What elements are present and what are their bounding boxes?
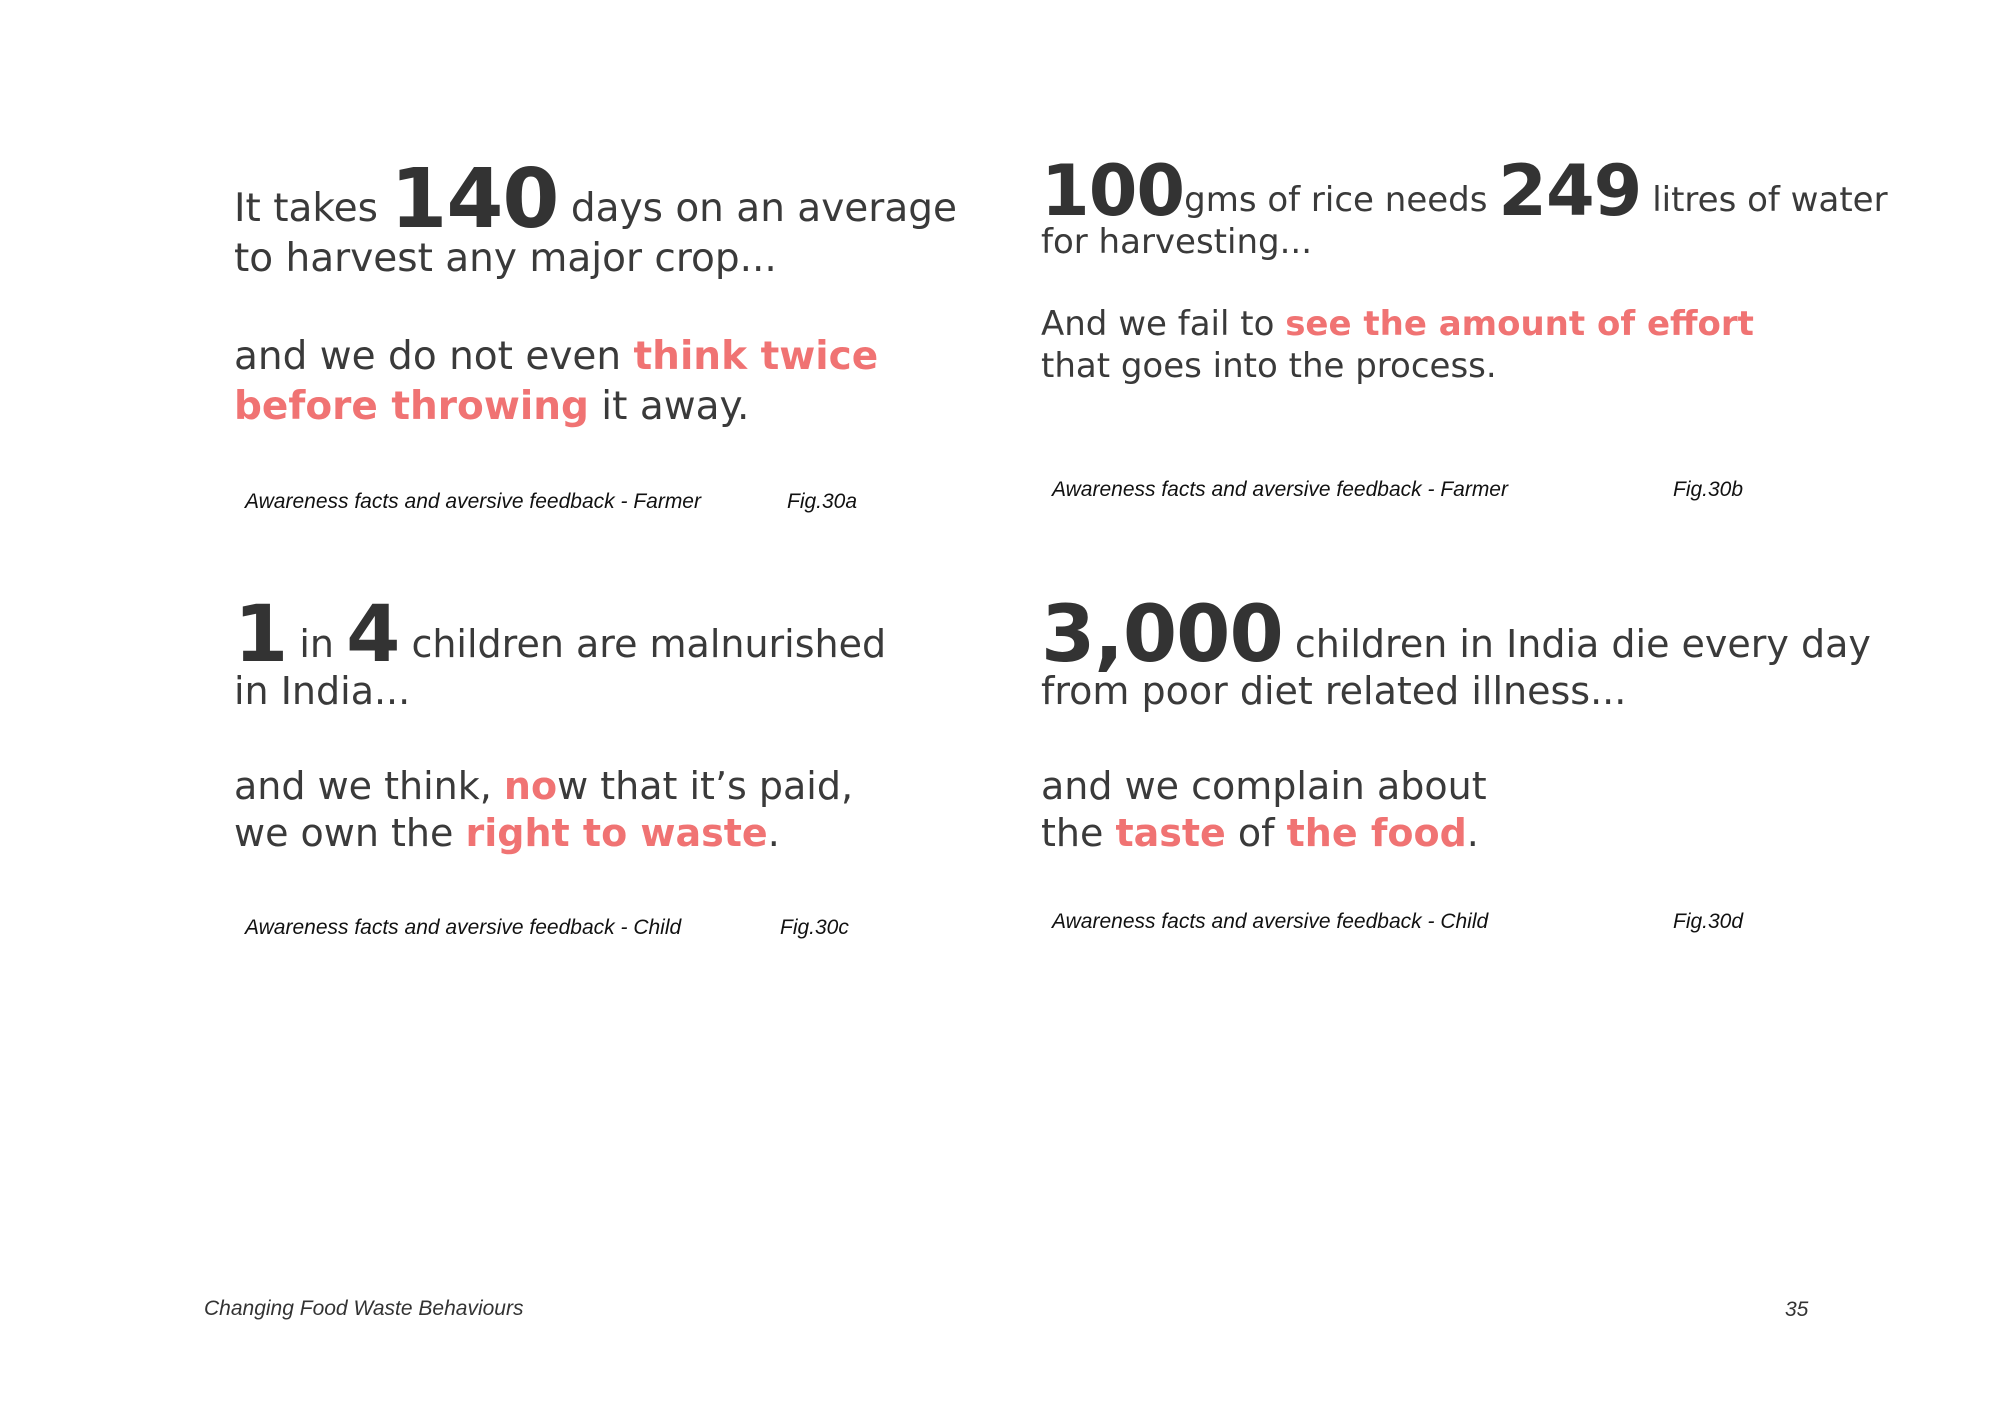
document-title-footer: Changing Food Waste Behaviours <box>204 1297 524 1320</box>
feedback-text: and we think, <box>234 764 504 808</box>
feedback-line: that goes into the process. <box>1041 346 1497 386</box>
feedback-line <box>1041 303 1888 345</box>
feedback-text: it away. <box>588 384 750 429</box>
feedback-line <box>234 332 957 382</box>
highlight-text: right to waste <box>465 811 768 855</box>
figure-number: Fig.30b <box>1673 478 1744 501</box>
figure-caption: Awareness facts and aversive feedback - Farmer <box>245 490 701 513</box>
figure-number: Fig.30c <box>780 916 849 939</box>
fact-text: children in India die every day <box>1282 622 1871 666</box>
figure-caption: Awareness facts and aversive feedback - Farmer <box>1052 478 1508 501</box>
feedback-text: we own the <box>234 811 466 855</box>
feedback-text: . <box>1466 811 1479 855</box>
figure-caption: Awareness facts and aversive feedback - Child <box>245 916 682 939</box>
feedback-text: . <box>767 811 780 855</box>
feedback-line <box>234 763 886 810</box>
fact-number: 249 <box>1498 150 1642 232</box>
highlight-text: no <box>503 764 558 808</box>
fact-text: litres of water <box>1641 180 1888 220</box>
fact-text: gms of rice needs <box>1184 180 1499 220</box>
fact-number: 4 <box>346 590 400 680</box>
fact-line <box>1041 590 1871 680</box>
fact-line: for harvesting... <box>1041 222 1313 262</box>
figure-number: Fig.30a <box>787 490 858 513</box>
fact-line: from poor diet related illness... <box>1041 669 1627 713</box>
feedback-line <box>1041 810 1871 857</box>
highlight-text: before throwing <box>234 384 589 429</box>
feedback-line <box>234 810 886 857</box>
feedback-text: and we do not even <box>234 334 634 379</box>
highlight-text: taste <box>1115 811 1226 855</box>
feedback-text: the <box>1041 811 1116 855</box>
highlight-text: think twice <box>633 334 879 379</box>
feedback-line <box>234 382 957 432</box>
fact-line: in India... <box>234 669 411 713</box>
fact-text: in <box>287 622 347 666</box>
feedback-text: And we fail to <box>1041 304 1286 344</box>
fact-line <box>234 152 957 247</box>
feedback-text: of <box>1225 811 1287 855</box>
fact-panel-farmer-water <box>1041 150 1888 387</box>
fact-number: 100 <box>1041 150 1185 232</box>
fact-line <box>1041 150 1888 232</box>
figure-caption: Awareness facts and aversive feedback - Child <box>1052 910 1489 933</box>
fact-line: to harvest any major crop... <box>234 236 777 281</box>
figure-number: Fig.30d <box>1673 910 1744 933</box>
fact-text: children are malnurished <box>399 622 887 666</box>
page-number: 35 <box>1785 1298 1809 1321</box>
fact-number: 3,000 <box>1041 590 1283 680</box>
fact-number: 140 <box>390 152 559 247</box>
fact-number: 1 <box>234 590 288 680</box>
feedback-line: and we complain about <box>1041 764 1487 808</box>
highlight-text: the food <box>1286 811 1467 855</box>
fact-panel-child-deaths <box>1041 590 1871 857</box>
fact-text: It takes <box>234 186 391 231</box>
highlight-text: see the amount of effort <box>1285 304 1754 344</box>
fact-panel-child-malnurished <box>234 590 887 857</box>
fact-panel-farmer-days <box>234 152 957 432</box>
fact-line <box>234 590 887 680</box>
fact-text: days on an average <box>558 186 957 231</box>
feedback-text: w that it’s paid, <box>557 764 854 808</box>
